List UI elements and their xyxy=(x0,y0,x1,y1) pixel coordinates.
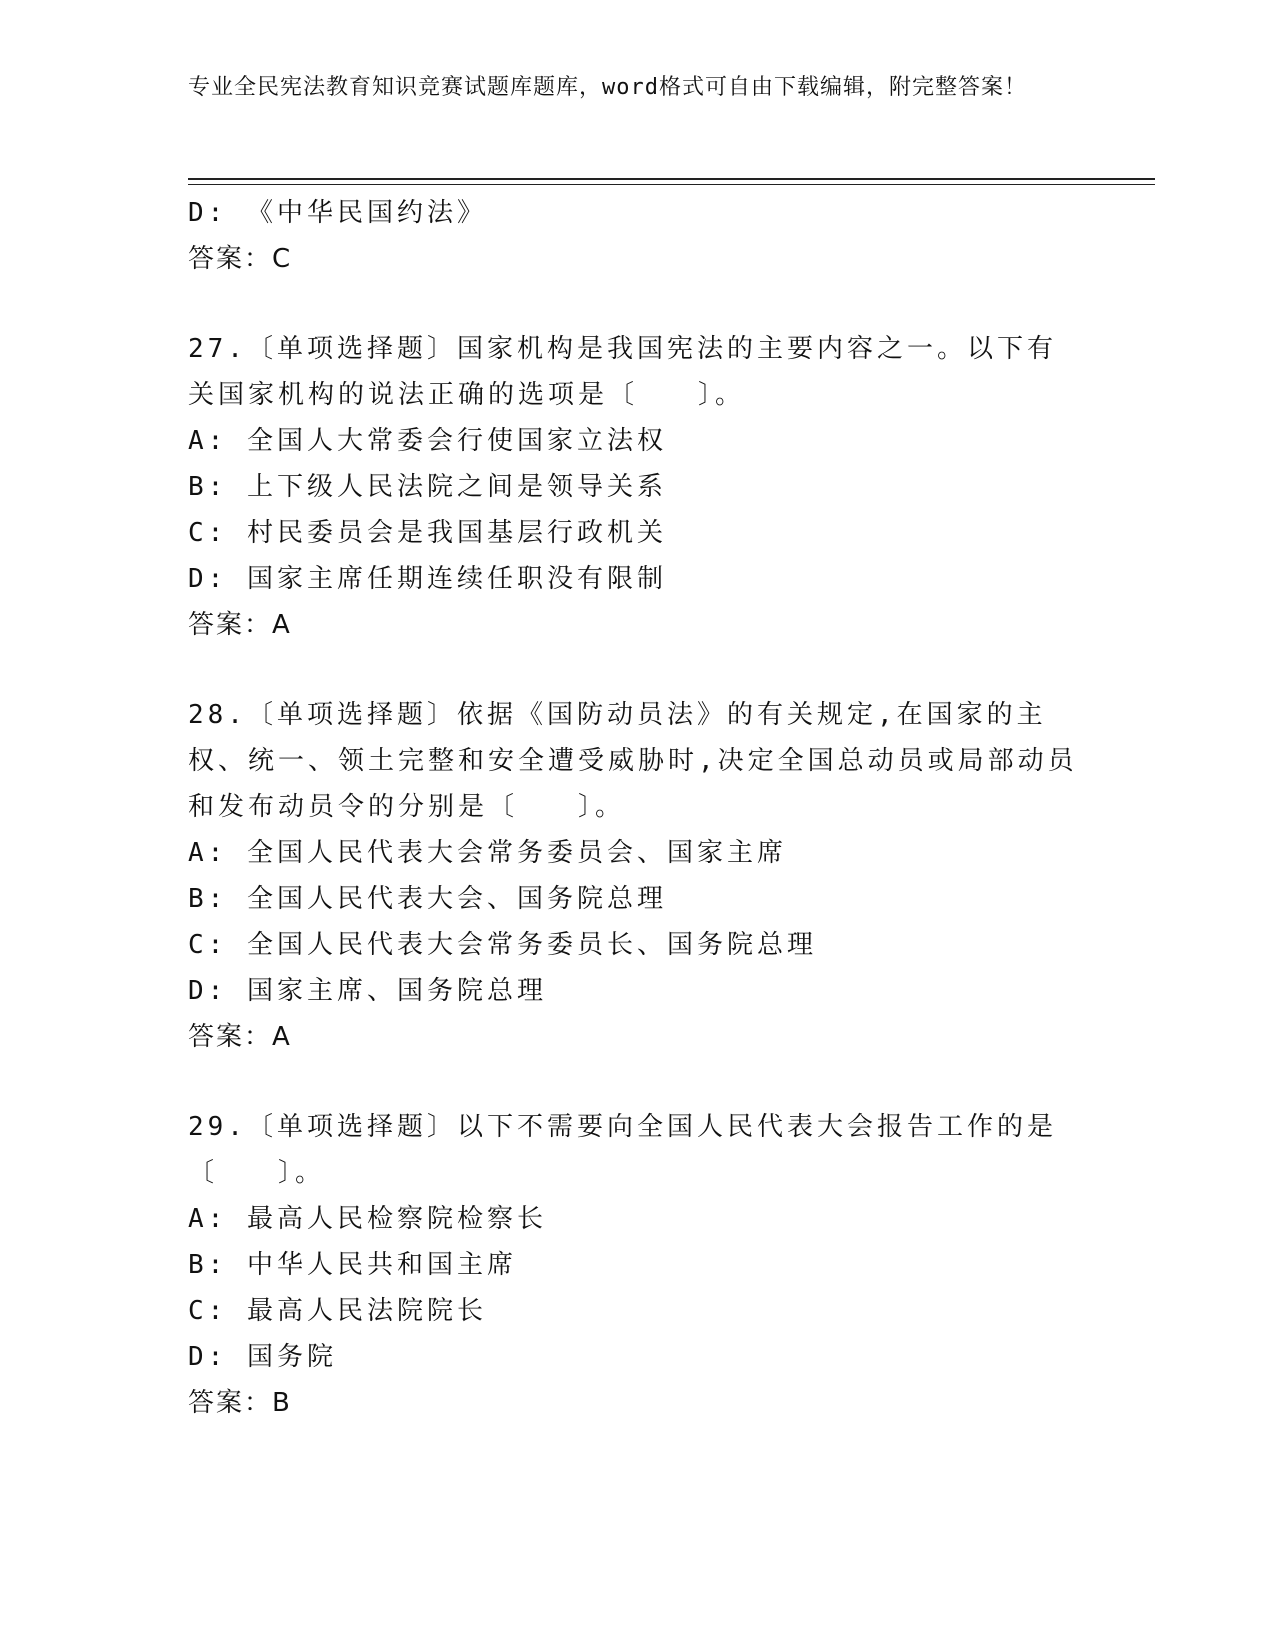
option-c: C: 村民委员会是我国基层行政机关 xyxy=(188,518,667,548)
question-stem: 29.〔单项选择题〕以下不需要向全国人民代表大会报告工作的是〔 〕。 xyxy=(188,1112,1057,1188)
option-b: B: 全国人民代表大会、国务院总理 xyxy=(188,884,667,914)
answer-line: 答案：A xyxy=(188,1022,292,1052)
question-28 xyxy=(188,692,1078,1060)
answer-line: 答案：C xyxy=(188,244,293,274)
header-divider-thick xyxy=(188,178,1155,180)
spacer xyxy=(188,282,1078,326)
option-a: A: 全国人大常委会行使国家立法权 xyxy=(188,426,667,456)
question-29 xyxy=(188,1104,1078,1426)
option-d: D: 国家主席、国务院总理 xyxy=(188,976,547,1006)
option-d: D: 国家主席任期连续任职没有限制 xyxy=(188,564,667,594)
answer-line: 答案：B xyxy=(188,1388,292,1418)
spacer xyxy=(188,648,1078,692)
option-c: C: 最高人民法院院长 xyxy=(188,1296,487,1326)
option-d: D: 《中华民国约法》 xyxy=(188,198,487,228)
question-stem: 27.〔单项选择题〕国家机构是我国宪法的主要内容之一。以下有关国家机构的说法正确的选项是〔 〕。 xyxy=(188,334,1057,410)
option-a: A: 全国人民代表大会常务委员会、国家主席 xyxy=(188,838,787,868)
spacer xyxy=(188,1060,1078,1104)
option-d: D: 国务院 xyxy=(188,1342,337,1372)
option-b: B: 中华人民共和国主席 xyxy=(188,1250,517,1280)
document-header: 专业全民宪法教育知识竞赛试题库题库，word格式可自由下载编辑，附完整答案！ xyxy=(188,75,1027,100)
option-a: A: 最高人民检察院检察长 xyxy=(188,1204,547,1234)
question-list xyxy=(188,190,1078,1426)
option-b: B: 上下级人民法院之间是领导关系 xyxy=(188,472,667,502)
question-stem: 28.〔单项选择题〕依据《国防动员法》的有关规定,在国家的主权、统一、领土完整和安全遭受威胁时,决定全国总动员或局部动员和发布动员令的分别是〔 〕。 xyxy=(188,700,1078,822)
option-c: C: 全国人民代表大会常务委员长、国务院总理 xyxy=(188,930,817,960)
header-divider-thin xyxy=(188,184,1155,185)
question-27 xyxy=(188,326,1078,648)
answer-line: 答案：A xyxy=(188,610,292,640)
